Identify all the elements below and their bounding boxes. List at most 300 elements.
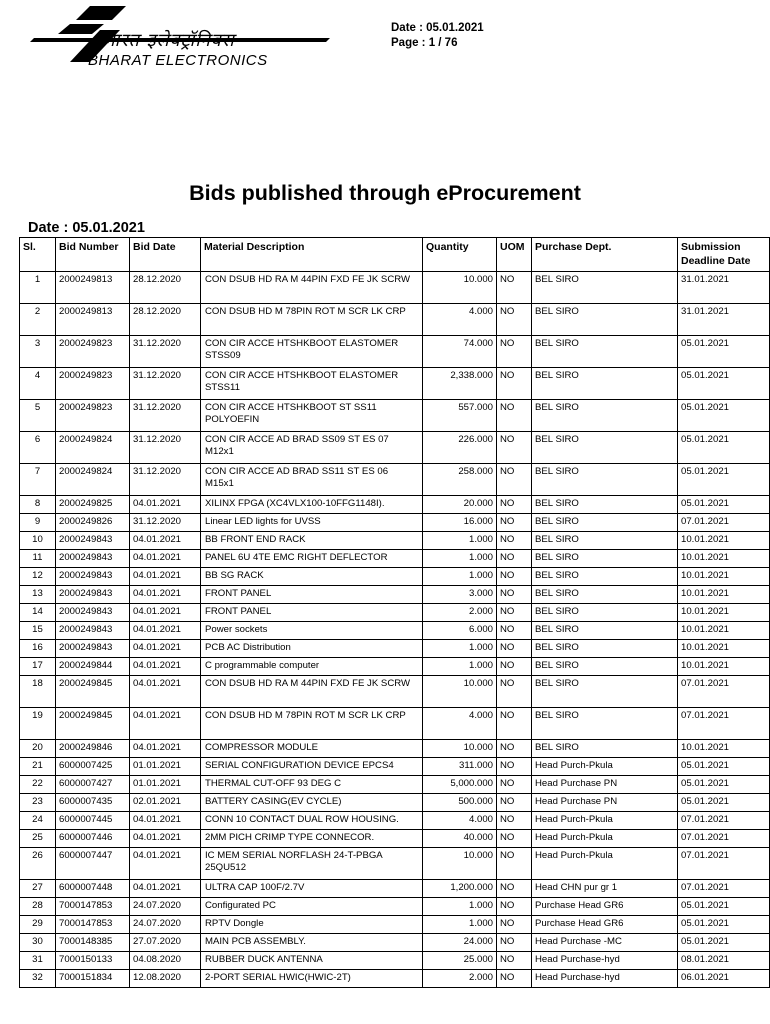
table-row (20, 952, 770, 970)
table-cell-submission-deadline: 07.01.2021 (678, 514, 770, 532)
column-header-submission-deadline: Submission Deadline Date (678, 238, 770, 272)
table-cell-bid-number: 2000249813 (56, 304, 130, 336)
table-cell-material-description: BB FRONT END RACK (201, 532, 423, 550)
table-cell-bid-date: 04.01.2021 (130, 812, 201, 830)
table-cell-material-description: COMPRESSOR MODULE (201, 740, 423, 758)
table-cell-submission-deadline: 10.01.2021 (678, 658, 770, 676)
table-cell-quantity: 10.000 (423, 740, 497, 758)
table-cell-submission-deadline: 05.01.2021 (678, 464, 770, 496)
table-row (20, 586, 770, 604)
table-cell-sl: 16 (20, 640, 56, 658)
table-cell-bid-date: 28.12.2020 (130, 272, 201, 304)
table-cell-sl: 2 (20, 304, 56, 336)
table-row (20, 304, 770, 336)
table-cell-sl: 19 (20, 708, 56, 740)
table-cell-uom: NO (497, 740, 532, 758)
table-cell-purchase-dept: Head Purch-Pkula (532, 830, 678, 848)
table-cell-quantity: 1.000 (423, 916, 497, 934)
table-cell-quantity: 2,338.000 (423, 368, 497, 400)
table-cell-bid-number: 2000249843 (56, 622, 130, 640)
table-row (20, 916, 770, 934)
table-cell-quantity: 557.000 (423, 400, 497, 432)
table-cell-sl: 17 (20, 658, 56, 676)
table-header-row (20, 238, 770, 272)
report-date-heading: Date : 05.01.2021 (28, 220, 145, 236)
table-cell-sl: 32 (20, 970, 56, 988)
table-cell-sl: 21 (20, 758, 56, 776)
table-cell-bid-number: 2000249843 (56, 568, 130, 586)
table-cell-material-description: Power sockets (201, 622, 423, 640)
table-cell-bid-number: 2000249826 (56, 514, 130, 532)
table-cell-uom: NO (497, 776, 532, 794)
table-cell-submission-deadline: 07.01.2021 (678, 880, 770, 898)
table-cell-bid-number: 2000249823 (56, 368, 130, 400)
table-cell-bid-date: 04.01.2021 (130, 568, 201, 586)
table-cell-submission-deadline: 08.01.2021 (678, 952, 770, 970)
table-cell-uom: NO (497, 640, 532, 658)
page-number: Page : 1 / 76 (391, 37, 458, 49)
table-cell-quantity: 10.000 (423, 676, 497, 708)
table-cell-purchase-dept: Head Purchase PN (532, 776, 678, 794)
table-cell-material-description: IC MEM SERIAL NORFLASH 24-T-PBGA 25QU512 (201, 848, 423, 880)
table-cell-submission-deadline: 10.01.2021 (678, 604, 770, 622)
table-cell-purchase-dept: Head Purchase -MC (532, 934, 678, 952)
table-cell-uom: NO (497, 550, 532, 568)
table-cell-material-description: RUBBER DUCK ANTENNA (201, 952, 423, 970)
column-header-bid-number: Bid Number (56, 238, 130, 272)
table-cell-submission-deadline: 05.01.2021 (678, 794, 770, 812)
table-cell-bid-number: 6000007447 (56, 848, 130, 880)
table-cell-uom: NO (497, 604, 532, 622)
table-row (20, 336, 770, 368)
table-cell-bid-date: 01.01.2021 (130, 776, 201, 794)
table-cell-purchase-dept: BEL SIRO (532, 304, 678, 336)
table-cell-purchase-dept: BEL SIRO (532, 432, 678, 464)
table-cell-purchase-dept: BEL SIRO (532, 586, 678, 604)
table-cell-uom: NO (497, 432, 532, 464)
table-cell-bid-date: 31.12.2020 (130, 336, 201, 368)
table-cell-material-description: XILINX FPGA (XC4VLX100-10FFG1148I). (201, 496, 423, 514)
page-title: Bids published through eProcurement (189, 181, 581, 205)
table-cell-purchase-dept: Purchase Head GR6 (532, 898, 678, 916)
table-cell-uom: NO (497, 794, 532, 812)
table-cell-bid-date: 04.01.2021 (130, 622, 201, 640)
table-cell-bid-number: 6000007446 (56, 830, 130, 848)
table-cell-bid-number: 7000148385 (56, 934, 130, 952)
table-cell-bid-date: 04.01.2021 (130, 496, 201, 514)
table-cell-sl: 31 (20, 952, 56, 970)
table-cell-bid-date: 24.07.2020 (130, 916, 201, 934)
table-cell-quantity: 6.000 (423, 622, 497, 640)
table-row (20, 934, 770, 952)
table-cell-submission-deadline: 31.01.2021 (678, 272, 770, 304)
table-cell-submission-deadline: 06.01.2021 (678, 970, 770, 988)
table-cell-material-description: SERIAL CONFIGURATION DEVICE EPCS4 (201, 758, 423, 776)
company-logo (30, 6, 340, 68)
table-cell-material-description: CON CIR ACCE HTSHKBOOT ELASTOMER STSS09 (201, 336, 423, 368)
table-cell-quantity: 16.000 (423, 514, 497, 532)
table-cell-bid-number: 6000007445 (56, 812, 130, 830)
table-cell-sl: 15 (20, 622, 56, 640)
table-cell-submission-deadline: 05.01.2021 (678, 336, 770, 368)
table-cell-sl: 18 (20, 676, 56, 708)
table-cell-submission-deadline: 05.01.2021 (678, 496, 770, 514)
table-cell-quantity: 1.000 (423, 550, 497, 568)
table-cell-uom: NO (497, 622, 532, 640)
table-cell-sl: 23 (20, 794, 56, 812)
table-cell-bid-date: 31.12.2020 (130, 432, 201, 464)
table-cell-bid-date: 04.01.2021 (130, 830, 201, 848)
table-cell-bid-date: 02.01.2021 (130, 794, 201, 812)
table-cell-uom: NO (497, 708, 532, 740)
table-cell-bid-number: 7000151834 (56, 970, 130, 988)
table-row (20, 640, 770, 658)
table-cell-quantity: 25.000 (423, 952, 497, 970)
table-cell-sl: 30 (20, 934, 56, 952)
table-cell-material-description: MAIN PCB ASSEMBLY. (201, 934, 423, 952)
table-cell-bid-date: 04.08.2020 (130, 952, 201, 970)
table-cell-bid-date: 31.12.2020 (130, 400, 201, 432)
column-header-sl: Sl. (20, 238, 56, 272)
table-cell-material-description: FRONT PANEL (201, 604, 423, 622)
table-cell-uom: NO (497, 898, 532, 916)
table-cell-sl: 9 (20, 514, 56, 532)
table-cell-sl: 4 (20, 368, 56, 400)
table-cell-purchase-dept: Head Purchase-hyd (532, 970, 678, 988)
table-row (20, 622, 770, 640)
table-cell-purchase-dept: BEL SIRO (532, 464, 678, 496)
table-cell-bid-date: 04.01.2021 (130, 880, 201, 898)
table-cell-purchase-dept: BEL SIRO (532, 272, 678, 304)
table-cell-purchase-dept: Head Purch-Pkula (532, 848, 678, 880)
table-cell-material-description: CON CIR ACCE HTSHKBOOT ST SS11 POLYOEFIN (201, 400, 423, 432)
table-cell-bid-number: 2000249824 (56, 464, 130, 496)
report-date: Date : 05.01.2021 (391, 22, 484, 34)
table-cell-bid-number: 2000249813 (56, 272, 130, 304)
table-body (20, 272, 770, 988)
table-cell-bid-date: 27.07.2020 (130, 934, 201, 952)
table-cell-material-description: 2MM PICH CRIMP TYPE CONNECOR. (201, 830, 423, 848)
table-cell-submission-deadline: 10.01.2021 (678, 622, 770, 640)
table-cell-purchase-dept: BEL SIRO (532, 622, 678, 640)
table-cell-purchase-dept: BEL SIRO (532, 740, 678, 758)
table-row (20, 880, 770, 898)
table-cell-submission-deadline: 10.01.2021 (678, 740, 770, 758)
table-cell-quantity: 4.000 (423, 708, 497, 740)
table-row (20, 708, 770, 740)
table-cell-quantity: 1.000 (423, 532, 497, 550)
table-cell-submission-deadline: 05.01.2021 (678, 898, 770, 916)
table-cell-uom: NO (497, 880, 532, 898)
table-cell-purchase-dept: BEL SIRO (532, 496, 678, 514)
table-cell-purchase-dept: BEL SIRO (532, 640, 678, 658)
table-cell-uom: NO (497, 952, 532, 970)
table-cell-bid-date: 04.01.2021 (130, 550, 201, 568)
table-row (20, 776, 770, 794)
table-cell-bid-number: 2000249824 (56, 432, 130, 464)
table-cell-submission-deadline: 05.01.2021 (678, 758, 770, 776)
table-row (20, 514, 770, 532)
table-cell-sl: 27 (20, 880, 56, 898)
table-cell-purchase-dept: BEL SIRO (532, 336, 678, 368)
table-row (20, 604, 770, 622)
table-cell-submission-deadline: 07.01.2021 (678, 708, 770, 740)
table-cell-material-description: 2-PORT SERIAL HWIC(HWIC-2T) (201, 970, 423, 988)
table-cell-sl: 11 (20, 550, 56, 568)
table-cell-submission-deadline: 31.01.2021 (678, 304, 770, 336)
logo-hindi-text: भारत इलेक्ट्रॉनिक्स (102, 30, 235, 51)
table-cell-bid-number: 2000249843 (56, 640, 130, 658)
table-cell-sl: 28 (20, 898, 56, 916)
table-cell-quantity: 1.000 (423, 640, 497, 658)
table-cell-bid-number: 7000150133 (56, 952, 130, 970)
table-cell-bid-number: 2000249843 (56, 550, 130, 568)
table-cell-bid-date: 04.01.2021 (130, 586, 201, 604)
column-header-bid-date: Bid Date (130, 238, 201, 272)
document-meta (391, 21, 484, 51)
table-cell-material-description: CONN 10 CONTACT DUAL ROW HOUSING. (201, 812, 423, 830)
table-cell-bid-date: 31.12.2020 (130, 464, 201, 496)
table-cell-sl: 29 (20, 916, 56, 934)
column-header-quantity: Quantity (423, 238, 497, 272)
table-cell-sl: 22 (20, 776, 56, 794)
table-cell-material-description: CON CIR ACCE AD BRAD SS11 ST ES 06 M15x1 (201, 464, 423, 496)
table-cell-bid-number: 2000249843 (56, 586, 130, 604)
table-row (20, 970, 770, 988)
table-row (20, 676, 770, 708)
table-cell-bid-date: 04.01.2021 (130, 640, 201, 658)
table-cell-purchase-dept: BEL SIRO (532, 400, 678, 432)
table-row (20, 898, 770, 916)
table-cell-bid-date: 04.01.2021 (130, 708, 201, 740)
table-cell-uom: NO (497, 304, 532, 336)
table-cell-quantity: 1,200.000 (423, 880, 497, 898)
table-cell-uom: NO (497, 830, 532, 848)
table-cell-bid-number: 2000249843 (56, 604, 130, 622)
table-cell-uom: NO (497, 400, 532, 432)
table-cell-material-description: CON DSUB HD RA M 44PIN FXD FE JK SCRW (201, 272, 423, 304)
table-cell-purchase-dept: BEL SIRO (532, 514, 678, 532)
table-cell-quantity: 3.000 (423, 586, 497, 604)
table-cell-submission-deadline: 07.01.2021 (678, 676, 770, 708)
table-row (20, 272, 770, 304)
table-cell-submission-deadline: 10.01.2021 (678, 586, 770, 604)
table-row (20, 830, 770, 848)
table-cell-bid-number: 7000147853 (56, 916, 130, 934)
column-header-purchase-dept: Purchase Dept. (532, 238, 678, 272)
table-cell-sl: 1 (20, 272, 56, 304)
table-cell-quantity: 2.000 (423, 970, 497, 988)
table-cell-bid-date: 12.08.2020 (130, 970, 201, 988)
table-cell-quantity: 311.000 (423, 758, 497, 776)
table-cell-material-description: CON DSUB HD RA M 44PIN FXD FE JK SCRW (201, 676, 423, 708)
table-cell-purchase-dept: Purchase Head GR6 (532, 916, 678, 934)
table-cell-material-description: THERMAL CUT-OFF 93 DEG C (201, 776, 423, 794)
table-cell-material-description: Configurated PC (201, 898, 423, 916)
table-row (20, 368, 770, 400)
table-cell-submission-deadline: 07.01.2021 (678, 812, 770, 830)
table-cell-material-description: CON CIR ACCE AD BRAD SS09 ST ES 07 M12x1 (201, 432, 423, 464)
table-row (20, 432, 770, 464)
table-cell-uom: NO (497, 464, 532, 496)
table-cell-bid-date: 04.01.2021 (130, 676, 201, 708)
table-cell-bid-number: 2000249825 (56, 496, 130, 514)
table-cell-material-description: C programmable computer (201, 658, 423, 676)
table-cell-bid-number: 2000249846 (56, 740, 130, 758)
table-cell-quantity: 258.000 (423, 464, 497, 496)
table-cell-quantity: 4.000 (423, 812, 497, 830)
table-cell-sl: 14 (20, 604, 56, 622)
table-cell-material-description: FRONT PANEL (201, 586, 423, 604)
table-cell-sl: 7 (20, 464, 56, 496)
table-cell-bid-number: 2000249823 (56, 400, 130, 432)
table-cell-material-description: CON CIR ACCE HTSHKBOOT ELASTOMER STSS11 (201, 368, 423, 400)
table-row (20, 658, 770, 676)
table-cell-submission-deadline: 05.01.2021 (678, 776, 770, 794)
table-cell-purchase-dept: BEL SIRO (532, 676, 678, 708)
table-cell-bid-date: 04.01.2021 (130, 532, 201, 550)
table-cell-uom: NO (497, 916, 532, 934)
table-cell-material-description: Linear LED lights for UVSS (201, 514, 423, 532)
table-cell-submission-deadline: 05.01.2021 (678, 934, 770, 952)
table-cell-quantity: 20.000 (423, 496, 497, 514)
table-cell-uom: NO (497, 568, 532, 586)
table-cell-uom: NO (497, 586, 532, 604)
table-cell-submission-deadline: 10.01.2021 (678, 568, 770, 586)
table-cell-submission-deadline: 10.01.2021 (678, 532, 770, 550)
table-cell-bid-number: 6000007427 (56, 776, 130, 794)
table-cell-quantity: 1.000 (423, 898, 497, 916)
table-cell-bid-number: 2000249845 (56, 708, 130, 740)
table-row (20, 464, 770, 496)
table-cell-submission-deadline: 05.01.2021 (678, 916, 770, 934)
table-cell-sl: 25 (20, 830, 56, 848)
table-cell-sl: 24 (20, 812, 56, 830)
table-cell-purchase-dept: Head Purch-Pkula (532, 758, 678, 776)
table-cell-bid-date: 31.12.2020 (130, 368, 201, 400)
table-cell-submission-deadline: 07.01.2021 (678, 848, 770, 880)
table-cell-sl: 8 (20, 496, 56, 514)
table-cell-bid-number: 6000007425 (56, 758, 130, 776)
table-cell-submission-deadline: 07.01.2021 (678, 830, 770, 848)
table-cell-bid-number: 2000249843 (56, 532, 130, 550)
table-cell-quantity: 74.000 (423, 336, 497, 368)
table-cell-uom: NO (497, 532, 532, 550)
table-cell-purchase-dept: BEL SIRO (532, 604, 678, 622)
table-cell-material-description: PCB AC Distribution (201, 640, 423, 658)
table-row (20, 758, 770, 776)
table-cell-purchase-dept: BEL SIRO (532, 708, 678, 740)
table-cell-material-description: BATTERY CASING(EV CYCLE) (201, 794, 423, 812)
table-cell-quantity: 10.000 (423, 272, 497, 304)
table-cell-uom: NO (497, 970, 532, 988)
table-cell-quantity: 40.000 (423, 830, 497, 848)
bids-table (19, 237, 770, 988)
table-cell-bid-number: 2000249823 (56, 336, 130, 368)
table-cell-sl: 26 (20, 848, 56, 880)
table-cell-submission-deadline: 10.01.2021 (678, 640, 770, 658)
table-cell-quantity: 4.000 (423, 304, 497, 336)
table-cell-quantity: 1.000 (423, 658, 497, 676)
table-cell-purchase-dept: Head Purchase PN (532, 794, 678, 812)
table-cell-submission-deadline: 05.01.2021 (678, 368, 770, 400)
table-row (20, 812, 770, 830)
column-header-uom: UOM (497, 238, 532, 272)
table-cell-quantity: 10.000 (423, 848, 497, 880)
table-cell-sl: 10 (20, 532, 56, 550)
table-cell-purchase-dept: BEL SIRO (532, 532, 678, 550)
table-cell-sl: 12 (20, 568, 56, 586)
table-cell-bid-number: 2000249845 (56, 676, 130, 708)
table-cell-uom: NO (497, 812, 532, 830)
table-cell-material-description: PANEL 6U 4TE EMC RIGHT DEFLECTOR (201, 550, 423, 568)
table-row (20, 496, 770, 514)
table-cell-bid-number: 2000249844 (56, 658, 130, 676)
table-cell-bid-date: 04.01.2021 (130, 848, 201, 880)
table-cell-material-description: BB SG RACK (201, 568, 423, 586)
table-cell-uom: NO (497, 848, 532, 880)
table-cell-uom: NO (497, 514, 532, 532)
table-row (20, 848, 770, 880)
table-cell-purchase-dept: Head Purchase-hyd (532, 952, 678, 970)
table-cell-bid-date: 28.12.2020 (130, 304, 201, 336)
table-cell-quantity: 1.000 (423, 568, 497, 586)
table-row (20, 794, 770, 812)
table-row (20, 550, 770, 568)
table-cell-sl: 20 (20, 740, 56, 758)
table-cell-material-description: CON DSUB HD M 78PIN ROT M SCR LK CRP (201, 304, 423, 336)
table-cell-bid-date: 24.07.2020 (130, 898, 201, 916)
table-row (20, 532, 770, 550)
table-cell-uom: NO (497, 758, 532, 776)
table-cell-submission-deadline: 10.01.2021 (678, 550, 770, 568)
table-cell-bid-number: 6000007435 (56, 794, 130, 812)
table-cell-material-description: ULTRA CAP 100F/2.7V (201, 880, 423, 898)
table-cell-bid-date: 31.12.2020 (130, 514, 201, 532)
table-cell-submission-deadline: 05.01.2021 (678, 400, 770, 432)
table-cell-quantity: 500.000 (423, 794, 497, 812)
table-cell-quantity: 226.000 (423, 432, 497, 464)
table-cell-bid-number: 6000007448 (56, 880, 130, 898)
table-cell-uom: NO (497, 496, 532, 514)
table-cell-sl: 6 (20, 432, 56, 464)
table-row (20, 568, 770, 586)
table-cell-purchase-dept: Head Purch-Pkula (532, 812, 678, 830)
table-cell-quantity: 5,000.000 (423, 776, 497, 794)
table-cell-sl: 5 (20, 400, 56, 432)
table-cell-purchase-dept: BEL SIRO (532, 550, 678, 568)
table-cell-uom: NO (497, 336, 532, 368)
table-cell-bid-date: 04.01.2021 (130, 658, 201, 676)
table-cell-material-description: RPTV Dongle (201, 916, 423, 934)
table-cell-bid-date: 04.01.2021 (130, 604, 201, 622)
table-cell-sl: 3 (20, 336, 56, 368)
table-cell-uom: NO (497, 658, 532, 676)
table-cell-material-description: CON DSUB HD M 78PIN ROT M SCR LK CRP (201, 708, 423, 740)
table-row (20, 400, 770, 432)
table-cell-purchase-dept: BEL SIRO (532, 568, 678, 586)
logo-english-text: BHARAT ELECTRONICS (88, 52, 268, 69)
table-cell-bid-date: 04.01.2021 (130, 740, 201, 758)
table-cell-purchase-dept: BEL SIRO (532, 368, 678, 400)
column-header-material-description: Material Description (201, 238, 423, 272)
table-cell-uom: NO (497, 934, 532, 952)
table-cell-purchase-dept: BEL SIRO (532, 658, 678, 676)
table-cell-uom: NO (497, 272, 532, 304)
table-cell-bid-date: 01.01.2021 (130, 758, 201, 776)
table-cell-quantity: 24.000 (423, 934, 497, 952)
table-cell-sl: 13 (20, 586, 56, 604)
